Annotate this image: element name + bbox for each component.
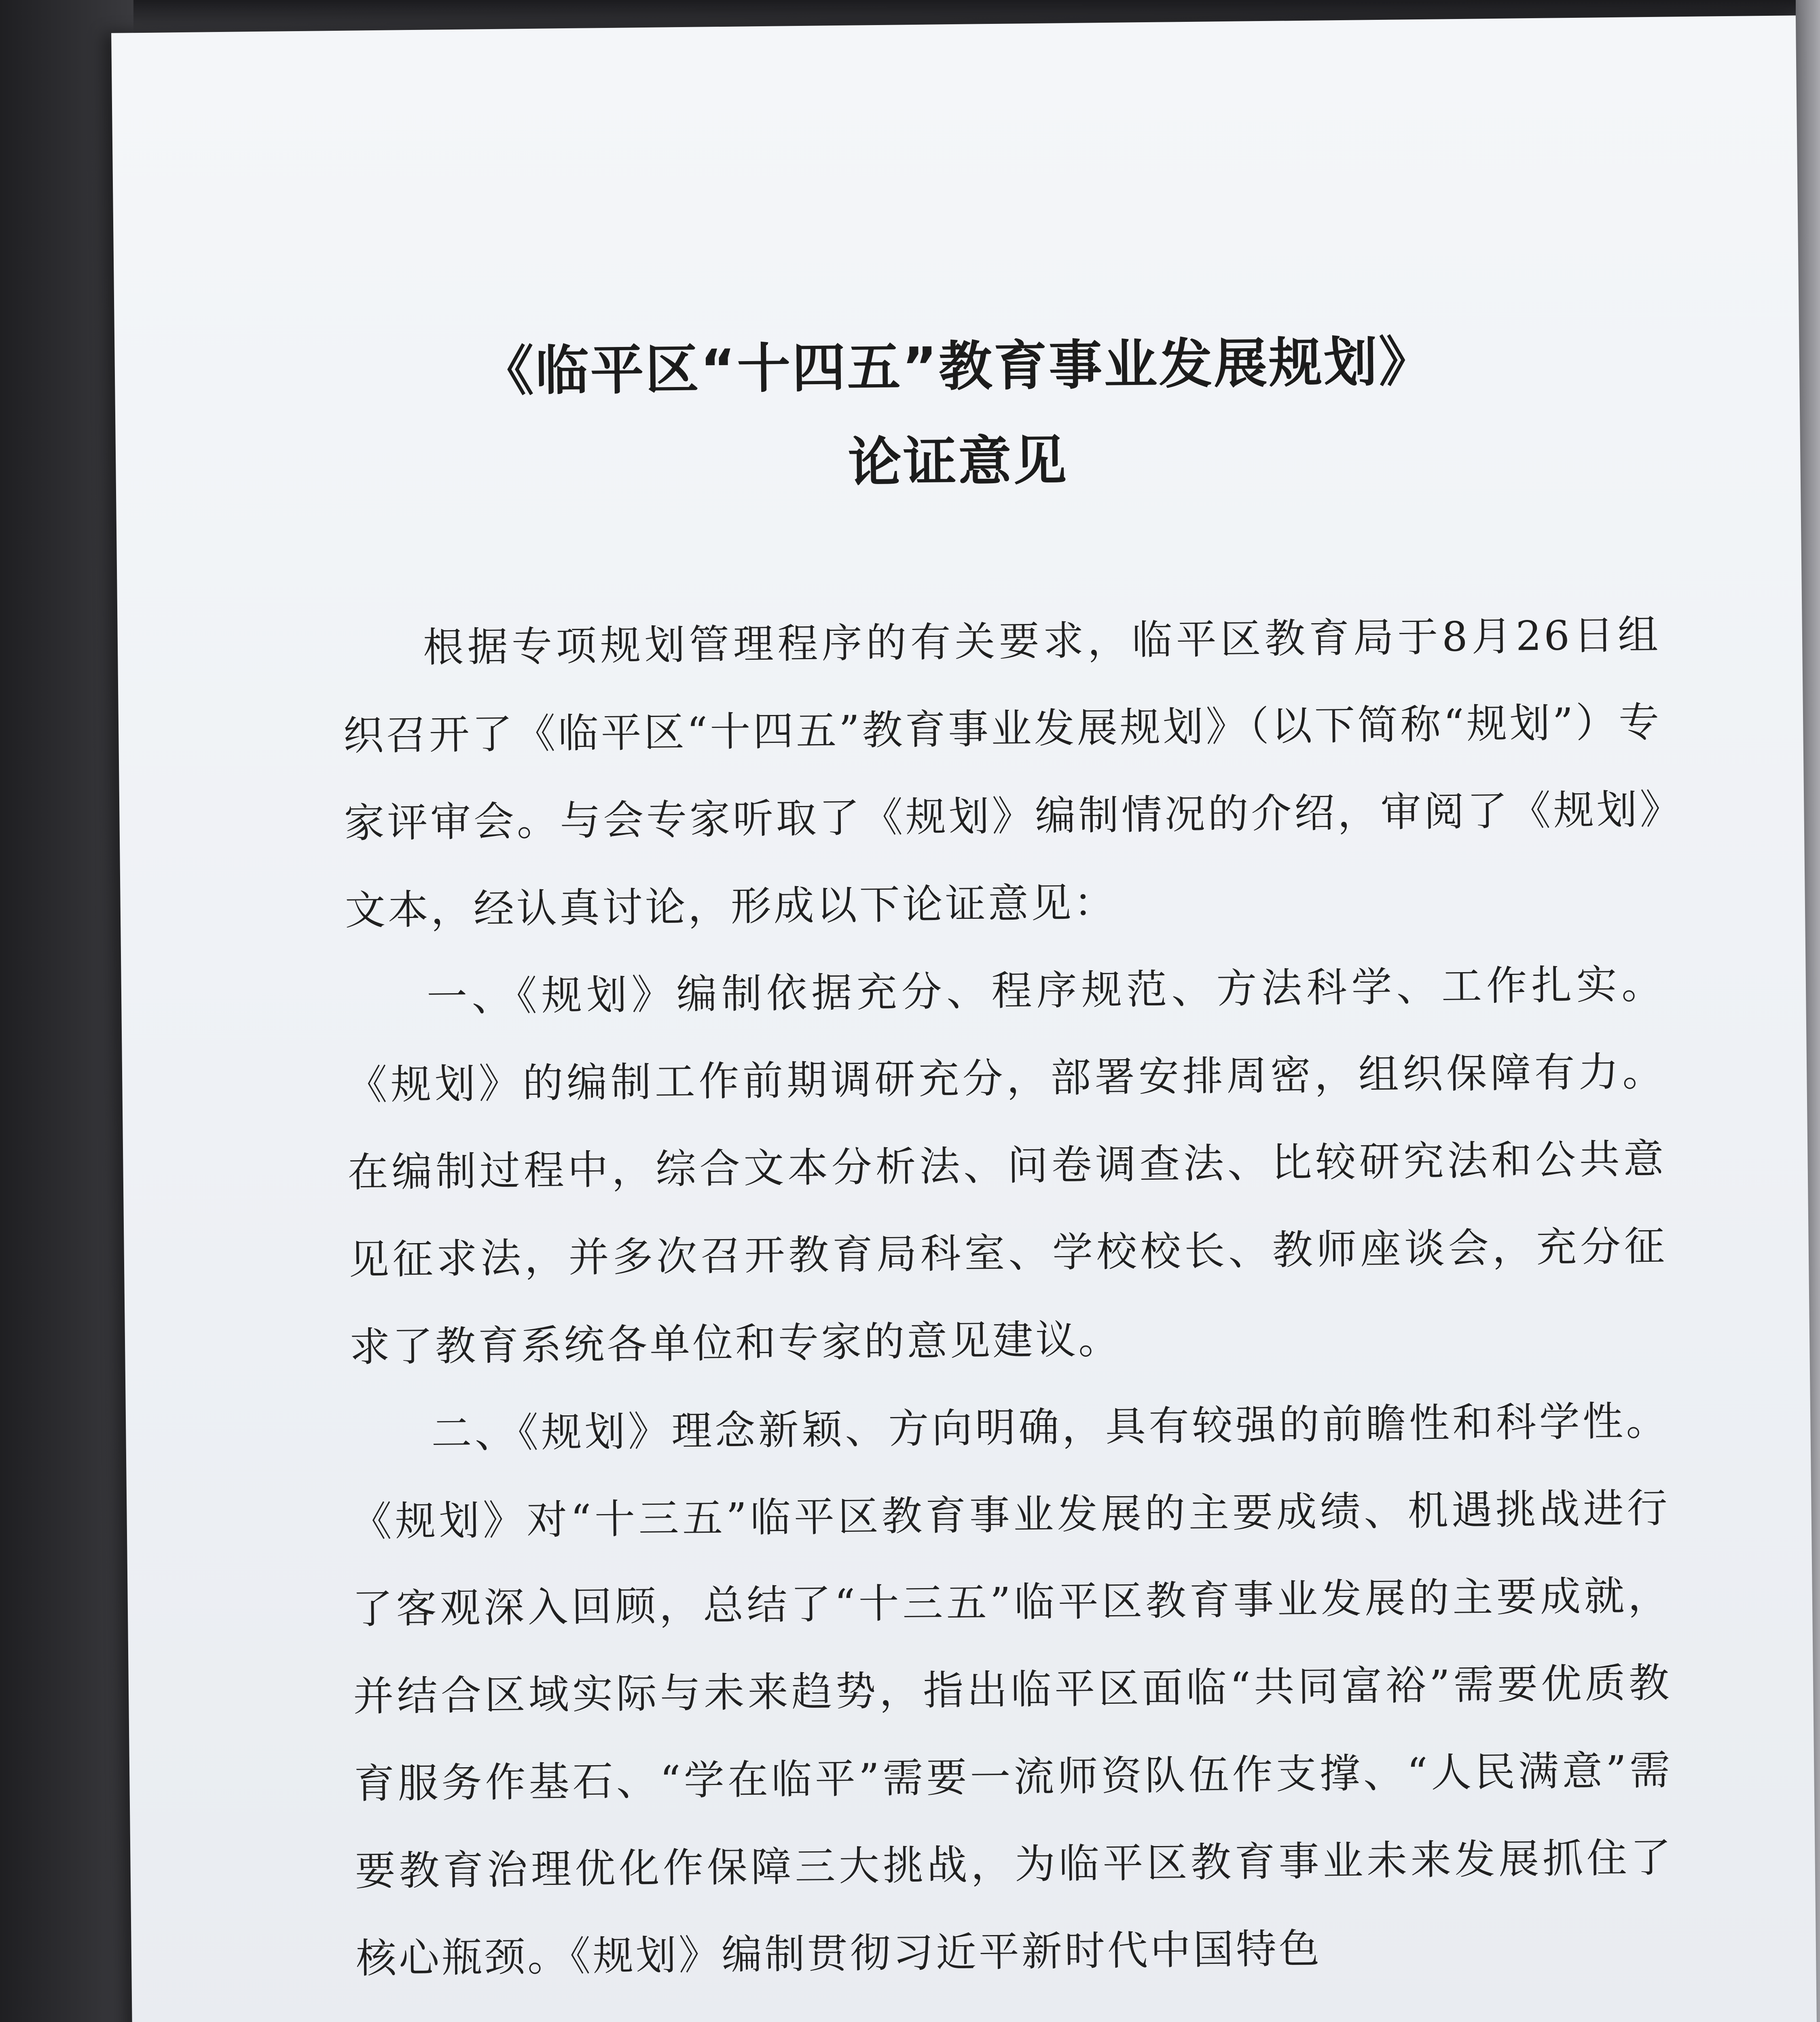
background-left (0, 0, 133, 2022)
document-body (342, 591, 1675, 2003)
paragraph-opinion-1: 一、《规划》编制依据充分、程序规范、方法科学、工作扎实。《规划》的编制工作前期调研充分，部署安排周密，组织保障有力。在编制过程中，综合文本分析法、问卷调查法、比较研究法和公共意见征求法，并多次召开教育局科室、学校校长、教师座谈会，充分征求了教育系统各单位和专家的意见建议。 (346, 960, 1668, 1371)
document-page (111, 15, 1820, 2022)
document-title: 《临平区“十四五”教育事业发展规划》 (480, 330, 1434, 403)
document-subtitle: 论证意见 (848, 429, 1069, 494)
paragraph-opinion-2: 二、《规划》理念新颖、方向明确，具有较强的前瞻性和科学性。《规划》对“十三五”临平区教育事业发展的主要成绩、机遇挑战进行了客观深入回顾，总结了“十三五”临平区教育事业发展的主要成就，并结合区域实际与未来趋势，指出临平区面临“共同富裕”需要优质教育服务作基石、“学在临平”需要一流师资队伍作支撑、“人民满意”需要教育治理优化作保障三大挑战，为临平区教育事业未来发展抓住了核心瓶颈。《规划》编制贯彻习近平新时代中国特色 (351, 1397, 1674, 1982)
paragraph-intro: 根据专项规划管理程序的有关要求，临平区教育局于8月26日组织召开了《临平区“十四五”教育事业发展规划》（以下简称“规划”）专家评审会。与会专家听取了《规划》编制情况的介绍，审阅了《规划》文本，经认真讨论，形成以下论证意见： (343, 611, 1663, 934)
